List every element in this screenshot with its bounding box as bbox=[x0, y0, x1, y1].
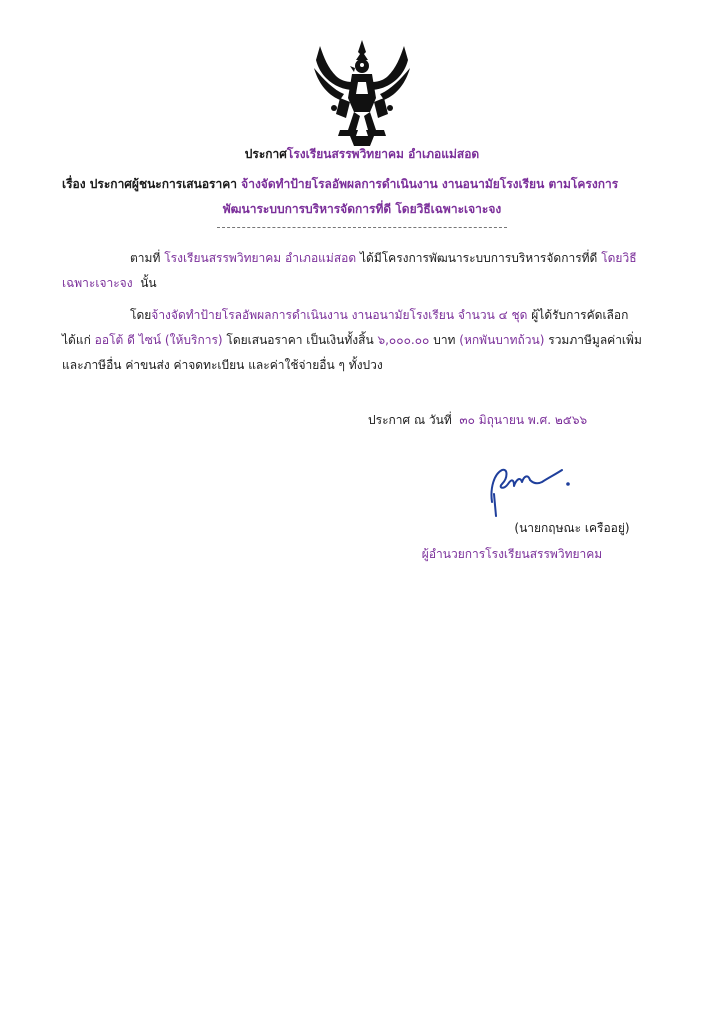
p2-amount-words: (หกพันบาทถ้วน) bbox=[459, 333, 545, 347]
subject-prefix: เรื่อง ประกาศผู้ชนะการเสนอราคา bbox=[62, 177, 237, 191]
p1-method: โดยวิธี bbox=[601, 251, 637, 265]
p2-offer: โดยเสนอราคา เป็นเงินทั้งสิ้น bbox=[226, 333, 374, 347]
announcement-date bbox=[368, 412, 587, 428]
p2-selected: ผู้ได้รับการคัดเลือก bbox=[531, 308, 629, 322]
subject-line-2: พัฒนาระบบการบริหารจัดการที่ดี โดยวิธีเฉพาะเจาะจง bbox=[222, 202, 502, 216]
title-prefix: ประกาศ bbox=[244, 147, 287, 161]
p1-organization: โรงเรียนสรรพวิทยาคม อำเภอแม่สอด bbox=[164, 251, 357, 265]
date-value: ๓๐ มิถุนายน พ.ศ. ๒๕๖๖ bbox=[459, 413, 588, 427]
title-organization: โรงเรียนสรรพวิทยาคม อำเภอแม่สอด bbox=[286, 147, 480, 161]
paragraph-2-line-2 bbox=[62, 332, 642, 348]
paragraph-2-line-1 bbox=[130, 307, 628, 323]
garuda-emblem bbox=[310, 38, 414, 148]
paragraph-1-line-2 bbox=[62, 275, 157, 291]
signatory-position: ผู้อำนวยการโรงเรียนสรรพวิทยาคม bbox=[421, 547, 603, 561]
p2-winner-prefix: ได้แก่ bbox=[62, 333, 91, 347]
p2-prefix: โดย bbox=[130, 308, 152, 322]
p2-item: จ้างจัดทำป้ายโรลอัพผลการดำเนินงาน งานอนามัยโรงเรียน จำนวน ๔ ชุด bbox=[151, 308, 528, 322]
paragraph-2-line-3: และภาษีอื่น ค่าขนส่ง ค่าจดทะเบียน และค่าใช้จ่ายอื่น ๆ ทั้งปวง bbox=[62, 358, 383, 372]
p2-vat: รวมภาษีมูลค่าเพิ่ม bbox=[548, 333, 642, 347]
p2-amount: ๖,๐๐๐.๐๐ bbox=[377, 333, 430, 347]
p1-method-cont: เฉพาะเจาะจง bbox=[62, 276, 133, 290]
p1-end: นั้น bbox=[140, 276, 157, 290]
p1-prefix: ตามที่ bbox=[130, 251, 161, 265]
announcement-title bbox=[0, 146, 724, 162]
p2-baht: บาท bbox=[433, 333, 456, 347]
p1-middle: ได้มีโครงการพัฒนาระบบการบริหารจัดการที่ดี bbox=[359, 251, 598, 265]
signature bbox=[478, 458, 578, 518]
p2-winner: ออโต้ ดี ไซน์ (ให้บริการ) bbox=[94, 333, 223, 347]
subject-project-1: จ้างจัดทำป้ายโรลอัพผลการดำเนินงาน งานอนามัยโรงเรียน ตามโครงการ bbox=[241, 177, 619, 191]
separator-line bbox=[217, 227, 507, 228]
subject-line-1 bbox=[62, 176, 618, 192]
date-prefix: ประกาศ ณ วันที่ bbox=[368, 413, 452, 427]
signatory-name: (นายกฤษณะ เครืออยู่) bbox=[514, 521, 630, 535]
paragraph-1-line-1 bbox=[130, 250, 637, 266]
